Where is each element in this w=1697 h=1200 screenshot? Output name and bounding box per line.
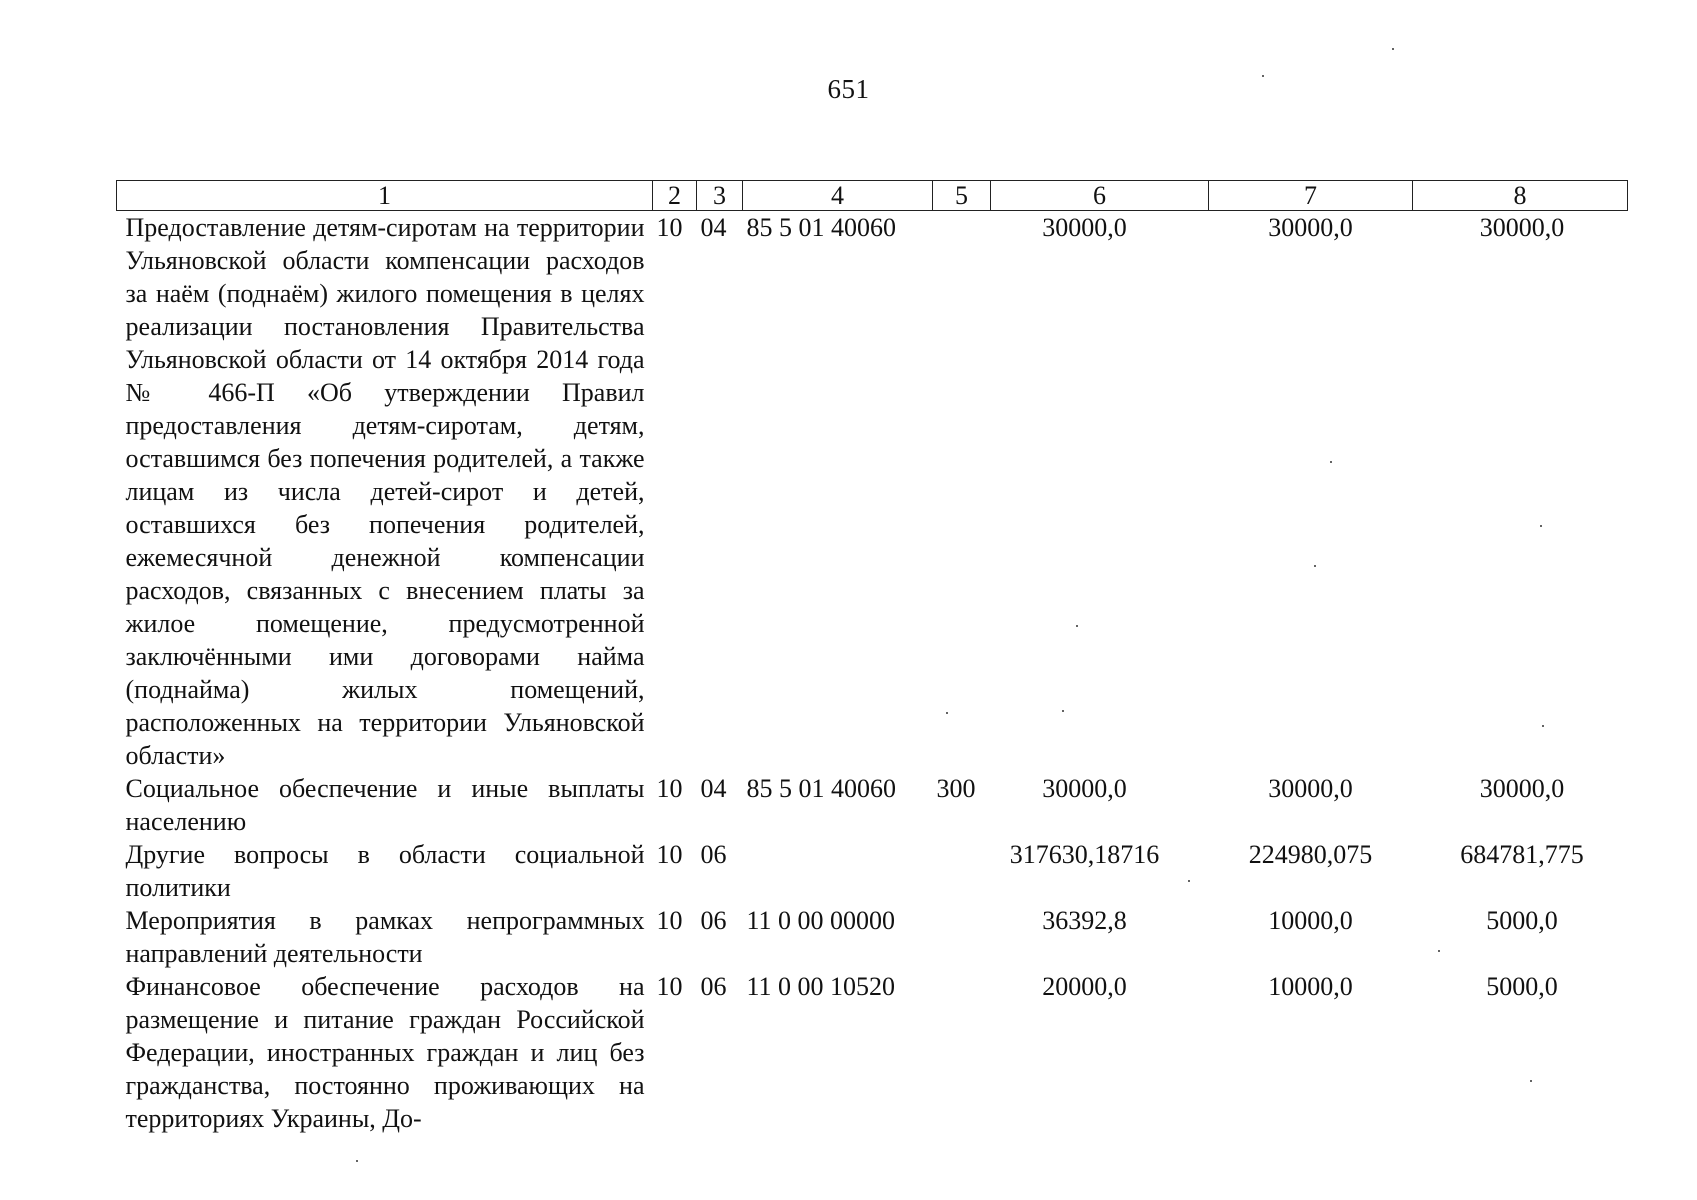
row-target-article: 85 5 01 40060 bbox=[746, 213, 896, 242]
row-amount-col7: 30000,0 bbox=[1268, 774, 1353, 803]
scan-speck bbox=[1262, 75, 1264, 77]
row-amount-col8: 30000,0 bbox=[1479, 774, 1565, 803]
row-description: Финансовое обеспечение расходов на размещение и питание граждан Российской Федерации, иностранных граждан и лиц без гражданства, постоянно проживающих на территориях Украины, До- bbox=[125, 972, 645, 1133]
column-header-4: 4 bbox=[743, 181, 933, 211]
row-subsection-code: 06 bbox=[700, 906, 727, 935]
row-target-article bbox=[743, 838, 933, 904]
row-subsection-code: 04 bbox=[700, 213, 727, 242]
row-target-article: 11 0 00 00000 bbox=[746, 906, 896, 935]
row-expense-type: 300 bbox=[936, 774, 976, 803]
budget-table bbox=[116, 180, 1628, 1135]
row-amount-col7: 224980,075 bbox=[1248, 840, 1373, 869]
table-row bbox=[117, 904, 1628, 970]
scan-speck bbox=[1062, 710, 1064, 712]
row-section-code: 10 bbox=[656, 906, 683, 935]
column-header-2: 2 bbox=[653, 181, 697, 211]
row-description: Предоставление детям-сиротам на территории Ульяновской области компенсации расходов за наём (поднаём) жилого помещения в целях реализации постановления Правительства Ульяновской области от 14 октября 2014 года № 466-П «Об утверждении Правил предоставления детям-сиротам, детям, оставшимся без попечения родителей, а также лицам из числа детей-сирот и детей, оставшихся без попечения родителей, ежемесячной денежной компенсации расходов, связанных с внесением платы за жилое помещение, предусмотренной заключёнными ими договорами найма (поднайма) жилых помещений, расположенных на территории Ульяновской области» bbox=[125, 213, 645, 770]
row-expense-type bbox=[933, 211, 991, 773]
row-amount-col6: 36392,8 bbox=[1042, 906, 1127, 935]
row-amount-col7: 10000,0 bbox=[1268, 972, 1353, 1001]
row-description: Другие вопросы в области социальной политики bbox=[125, 840, 645, 902]
row-amount-col6: 317630,18716 bbox=[1009, 840, 1160, 869]
scan-speck bbox=[1314, 565, 1316, 567]
row-expense-type bbox=[933, 970, 991, 1135]
column-header-1: 1 bbox=[117, 181, 653, 211]
row-amount-col6: 30000,0 bbox=[1042, 213, 1127, 242]
table-header-row bbox=[117, 181, 1628, 211]
scan-speck bbox=[1540, 525, 1542, 527]
row-subsection-code: 06 bbox=[700, 840, 727, 869]
table-row bbox=[117, 772, 1628, 838]
scan-speck bbox=[1392, 48, 1394, 50]
row-section-code: 10 bbox=[656, 840, 683, 869]
scan-speck bbox=[1076, 625, 1078, 627]
row-subsection-code: 04 bbox=[700, 774, 727, 803]
table-row bbox=[117, 970, 1628, 1135]
row-section-code: 10 bbox=[656, 774, 683, 803]
scan-speck bbox=[1330, 461, 1332, 463]
row-amount-col8: 5000,0 bbox=[1486, 972, 1558, 1001]
row-expense-type bbox=[933, 904, 991, 970]
row-amount-col6: 30000,0 bbox=[1042, 774, 1127, 803]
column-header-7: 7 bbox=[1209, 181, 1413, 211]
scan-speck bbox=[1530, 1080, 1532, 1082]
scan-speck bbox=[1542, 725, 1544, 727]
table-row bbox=[117, 838, 1628, 904]
row-expense-type bbox=[933, 838, 991, 904]
row-subsection-code: 06 bbox=[700, 972, 727, 1001]
scan-speck bbox=[1188, 880, 1190, 882]
scan-speck bbox=[946, 712, 948, 714]
row-amount-col6: 20000,0 bbox=[1042, 972, 1127, 1001]
row-amount-col7: 10000,0 bbox=[1268, 906, 1353, 935]
scan-speck bbox=[356, 1160, 358, 1162]
row-amount-col8: 30000,0 bbox=[1479, 213, 1565, 242]
row-description: Мероприятия в рамках непрограммных направлений деятельности bbox=[125, 906, 645, 968]
column-header-8: 8 bbox=[1413, 181, 1628, 211]
table-row bbox=[117, 211, 1628, 773]
page-number: 651 bbox=[827, 74, 870, 104]
column-header-6: 6 bbox=[991, 181, 1209, 211]
row-amount-col8: 684781,775 bbox=[1460, 840, 1584, 869]
scan-speck bbox=[1438, 950, 1440, 952]
row-description: Социальное обеспечение и иные выплаты населению bbox=[125, 774, 645, 836]
row-section-code: 10 bbox=[656, 213, 683, 242]
column-header-3: 3 bbox=[697, 181, 743, 211]
row-target-article: 11 0 00 10520 bbox=[746, 972, 896, 1001]
column-header-5: 5 bbox=[933, 181, 991, 211]
row-target-article: 85 5 01 40060 bbox=[746, 774, 896, 803]
row-amount-col7: 30000,0 bbox=[1268, 213, 1353, 242]
row-section-code: 10 bbox=[656, 972, 683, 1001]
row-amount-col8: 5000,0 bbox=[1486, 906, 1558, 935]
